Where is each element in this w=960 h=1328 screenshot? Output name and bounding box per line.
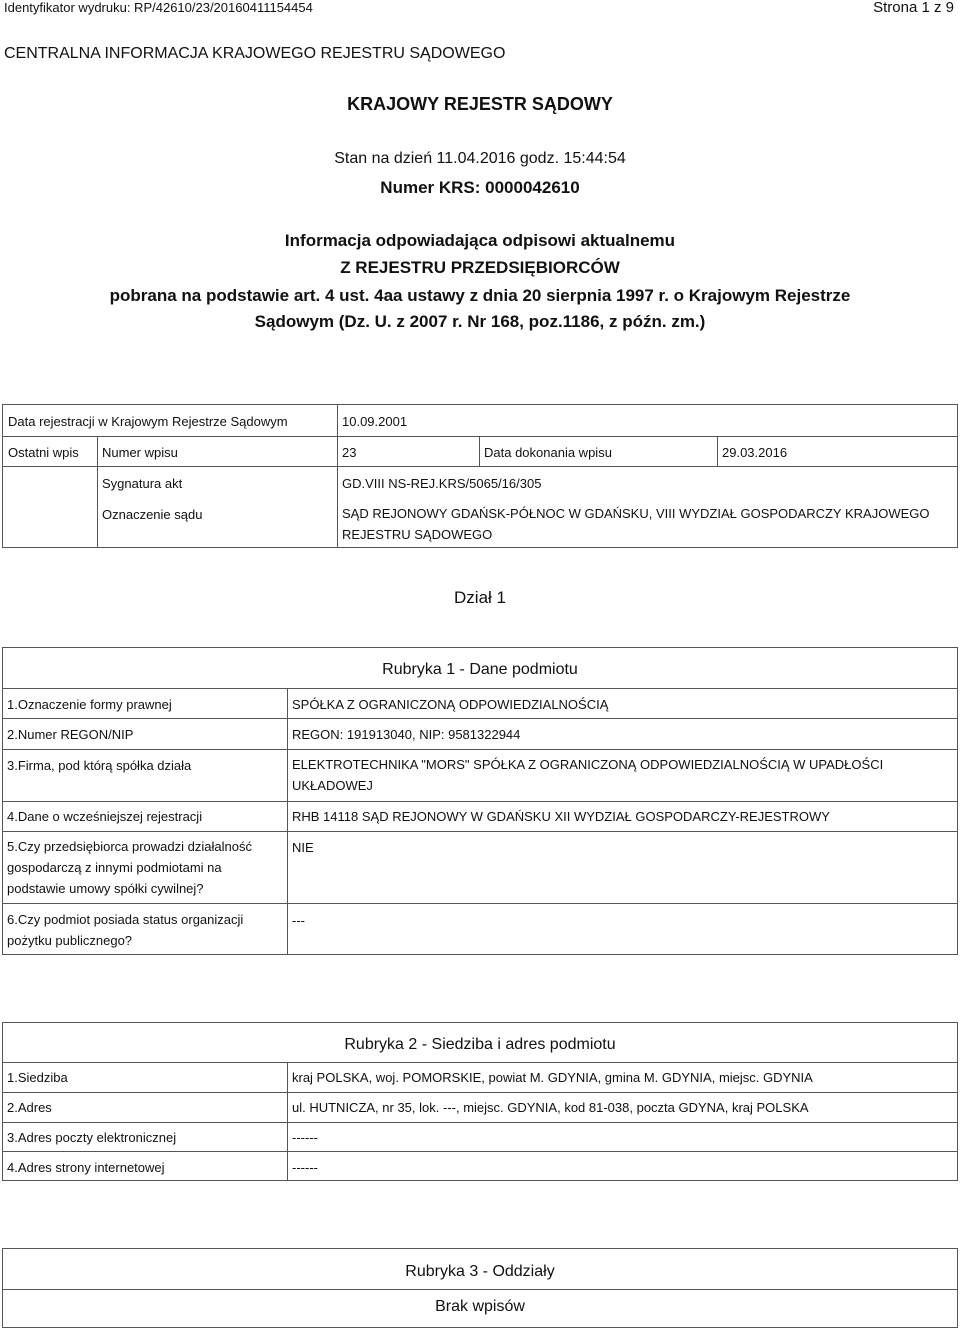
rubric-3-empty: Brak wpisów	[435, 1298, 525, 1315]
rubric-2-row-value: ------	[292, 1130, 318, 1145]
registration-table	[2, 404, 958, 548]
entry-date-value: 29.03.2016	[722, 445, 788, 460]
registration-date-value: 10.09.2001	[342, 414, 408, 429]
rubric-1-row-value: SPÓŁKA Z OGRANICZONĄ ODPOWIEDZIALNOŚCIĄ	[292, 697, 609, 712]
rubric-1-row-value: REGON: 191913040, NIP: 9581322944	[292, 727, 521, 742]
entry-date-label: Data dokonania wpisu	[484, 445, 612, 460]
last-entry-label: Ostatni wpis	[8, 445, 79, 460]
rubric-2-row-label: 4.Adres strony internetowej	[7, 1160, 165, 1175]
rubric-2-row-label: 3.Adres poczty elektronicznej	[7, 1130, 177, 1145]
registration-date-label: Data rejestracji w Krajowym Rejestrze Sądowym	[8, 414, 288, 429]
rubric-3-title: Rubryka 3 - Oddziały	[405, 1263, 555, 1280]
organization-name: CENTRALNA INFORMACJA KRAJOWEGO REJESTRU SĄDOWEGO	[4, 45, 506, 62]
legal-basis-line-2: Sądowym (Dz. U. z 2007 r. Nr 168, poz.1186, z późn. zm.)	[254, 312, 706, 331]
rubric-2-row-value: kraj POLSKA, woj. POMORSKIE, powiat M. GDYNIA, gmina M. GDYNIA, miejsc. GDYNIA	[292, 1070, 813, 1085]
rubric-1-row-label: 2.Numer REGON/NIP	[7, 727, 134, 742]
rubric-1-row-value: NIE	[292, 840, 314, 855]
rubric-1-row-value: ---	[292, 913, 305, 928]
signature-value: GD.VIII NS-REJ.KRS/5065/16/305	[342, 476, 542, 491]
print-identifier: Identyfikator wydruku: RP/42610/23/20160411154454	[4, 0, 313, 15]
rubric-1-row-value: ELEKTROTECHNIKA "MORS" SPÓŁKA Z OGRANICZONĄ ODPOWIEDZIALNOŚCIĄ W UPADŁOŚCI UKŁADOWEJ	[292, 757, 884, 793]
info-line-1: Informacja odpowiadająca odpisowi aktualnemu	[284, 231, 676, 250]
rubric-1-row-label: 3.Firma, pod którą spółka działa	[7, 758, 192, 773]
rubric-2-row-label: 1.Siedziba	[7, 1070, 68, 1085]
section-title: Dział 1	[454, 588, 506, 607]
rubric-1-row-value: RHB 14118 SĄD REJONOWY W GDAŃSKU XII WYDZIAŁ GOSPODARCZY-REJESTROWY	[292, 809, 830, 824]
legal-basis-line-1: pobrana na podstawie art. 4 ust. 4aa ustawy z dnia 20 sierpnia 1997 r. o Krajowym Rejestrze	[109, 286, 851, 305]
rubric-1-row-label: 4.Dane o wcześniejszej rejestracji	[7, 809, 203, 824]
rubric-3-table	[2, 1248, 958, 1328]
krs-number: Numer KRS: 0000042610	[380, 178, 580, 197]
rubric-2-row-value: ul. HUTNICZA, nr 35, lok. ---, miejsc. GDYNIA, kod 81-038, poczta GDYNA, kraj POLSKA	[292, 1100, 809, 1115]
rubric-1-row-label: 1.Oznaczenie formy prawnej	[7, 697, 172, 712]
rubric-1-row-label: 6.Czy podmiot posiada status organizacji pożytku publicznego?	[7, 912, 244, 948]
info-line-2: Z REJESTRU PRZEDSIĘBIORCÓW	[340, 258, 620, 277]
rubric-1-title: Rubryka 1 - Dane podmiotu	[382, 661, 578, 678]
entry-number-value: 23	[342, 445, 357, 460]
rubric-2-row-label: 2.Adres	[7, 1100, 52, 1115]
rubric-1-row-label: 5.Czy przedsiębiorca prowadzi działalność gospodarczą z innymi podmiotami na podstawie umowy spółki cywilnej?	[7, 839, 252, 896]
court-value: SĄD REJONOWY GDAŃSK-PÓŁNOC W GDAŃSKU, VIII WYDZIAŁ GOSPODARCZY KRAJOWEGO REJESTRU SĄDOWEGO	[342, 506, 930, 542]
entry-number-label: Numer wpisu	[102, 445, 178, 460]
registry-title: KRAJOWY REJESTR SĄDOWY	[347, 94, 613, 114]
court-label: Oznaczenie sądu	[102, 507, 203, 522]
state-date: Stan na dzień 11.04.2016 godz. 15:44:54	[334, 150, 626, 167]
signature-label: Sygnatura akt	[102, 476, 183, 491]
rubric-2-table	[2, 1022, 958, 1181]
rubric-1-table	[2, 647, 958, 955]
rubric-2-row-value: ------	[292, 1160, 318, 1175]
page-number: Strona 1 z 9	[873, 0, 954, 16]
rubric-2-title: Rubryka 2 - Siedziba i adres podmiotu	[344, 1036, 616, 1053]
